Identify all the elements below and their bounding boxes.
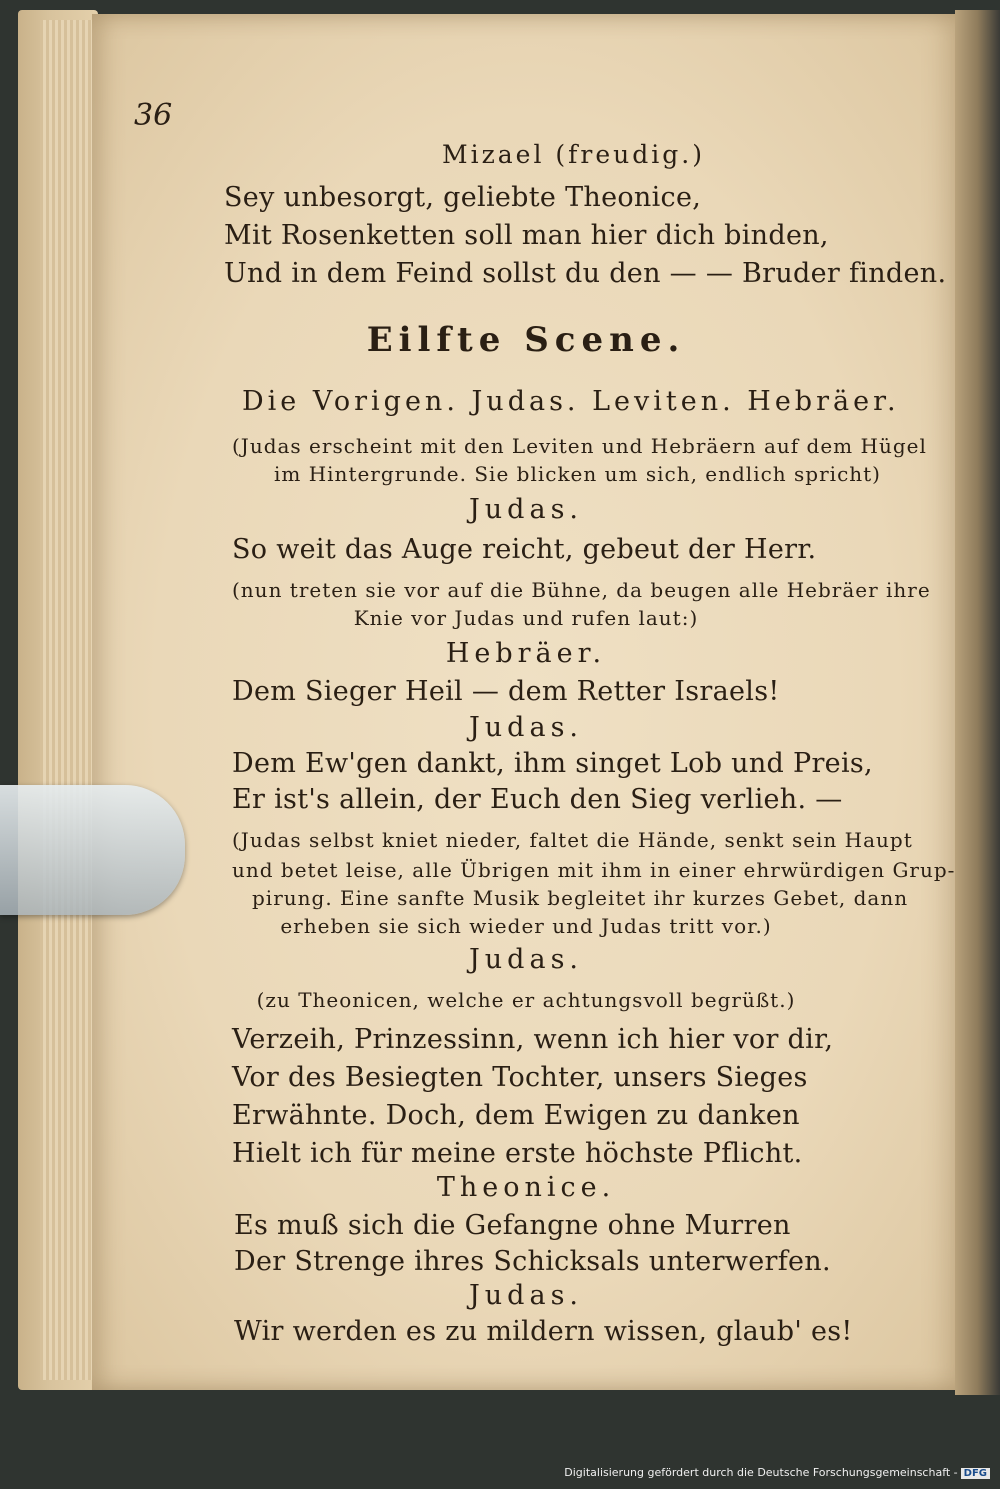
page-holder-clip [0, 785, 185, 915]
verse-line-1: Sey unbesorgt, geliebte Theonice, [224, 182, 702, 213]
speaker-theonice: Theonice. [436, 1172, 616, 1203]
verse-line-10: Erwähnte. Doch, dem Ewigen zu danken [232, 1100, 800, 1131]
stage-direction-3a: (Judas selbst kniet nieder, faltet die Hände, senkt sein Haupt [232, 828, 913, 852]
speaker-judas-2: Judas. [468, 712, 584, 743]
verse-line-4: So weit das Auge reicht, gebeut der Herr. [232, 534, 817, 565]
verse-line-12: Es muß sich die Gefangne ohne Murren [234, 1210, 791, 1241]
verse-line-2: Mit Rosenketten soll man hier dich binden, [224, 220, 829, 251]
verse-line-5: Dem Sieger Heil — dem Retter Israels! [232, 676, 780, 707]
stage-direction-1b: im Hintergrunde. Sie blicken um sich, endlich spricht) [274, 462, 881, 486]
stage-direction-3d: erheben sie sich wieder und Judas tritt vor.) [280, 914, 772, 938]
dfg-logo: DFG [961, 1468, 990, 1479]
verse-line-3: Und in dem Feind sollst du den — — Bruder finden. [224, 258, 947, 289]
stage-direction-3b: und betet leise, alle Übrigen mit ihm in einer ehrwürdigen Grup- [232, 858, 956, 882]
speaker-judas-3: Judas. [468, 944, 584, 975]
digitization-credit [564, 1466, 990, 1479]
scene-title: Eilfte Scene. [366, 320, 686, 360]
verse-line-8: Verzeih, Prinzessinn, wenn ich hier vor dir, [232, 1024, 834, 1055]
verse-line-14: Wir werden es zu mildern wissen, glaub' es! [234, 1316, 853, 1347]
verse-line-7: Er ist's allein, der Euch den Sieg verlieh. — [232, 784, 843, 815]
speaker-hebraeer: Hebräer. [445, 638, 607, 669]
book-spine-edge [955, 10, 1000, 1395]
verse-line-6: Dem Ew'gen dankt, ihm singet Lob und Preis, [232, 748, 873, 779]
credit-text: Digitalisierung gefördert durch die Deutsche Forschungsgemeinschaft - [564, 1466, 958, 1479]
speaker-judas-1: Judas. [468, 494, 584, 525]
verse-line-9: Vor des Besiegten Tochter, unsers Sieges [232, 1062, 808, 1093]
stage-direction-3c: pirung. Eine sanfte Musik begleitet ihr kurzes Gebet, dann [252, 886, 909, 910]
stage-direction-4: (zu Theonicen, welche er achtungsvoll begrüßt.) [256, 988, 796, 1012]
speaker-mizael: Mizael (freudig.) [442, 140, 705, 169]
stage-direction-1a: (Judas erscheint mit den Leviten und Hebräern auf dem Hügel [232, 434, 927, 458]
stage-direction-2b: Knie vor Judas und rufen laut:) [353, 606, 699, 630]
dramatis-personae: Die Vorigen. Judas. Leviten. Hebräer. [242, 386, 900, 417]
stage-direction-2a: (nun treten sie vor auf die Bühne, da beugen alle Hebräer ihre [232, 578, 931, 602]
page-content [92, 14, 960, 1390]
page-number: 36 [134, 98, 173, 133]
book-page-stack [40, 20, 100, 1380]
verse-line-11: Hielt ich für meine erste höchste Pflicht. [232, 1138, 803, 1169]
speaker-judas-4: Judas. [468, 1280, 584, 1311]
verse-line-13: Der Strenge ihres Schicksals unterwerfen. [234, 1246, 831, 1277]
